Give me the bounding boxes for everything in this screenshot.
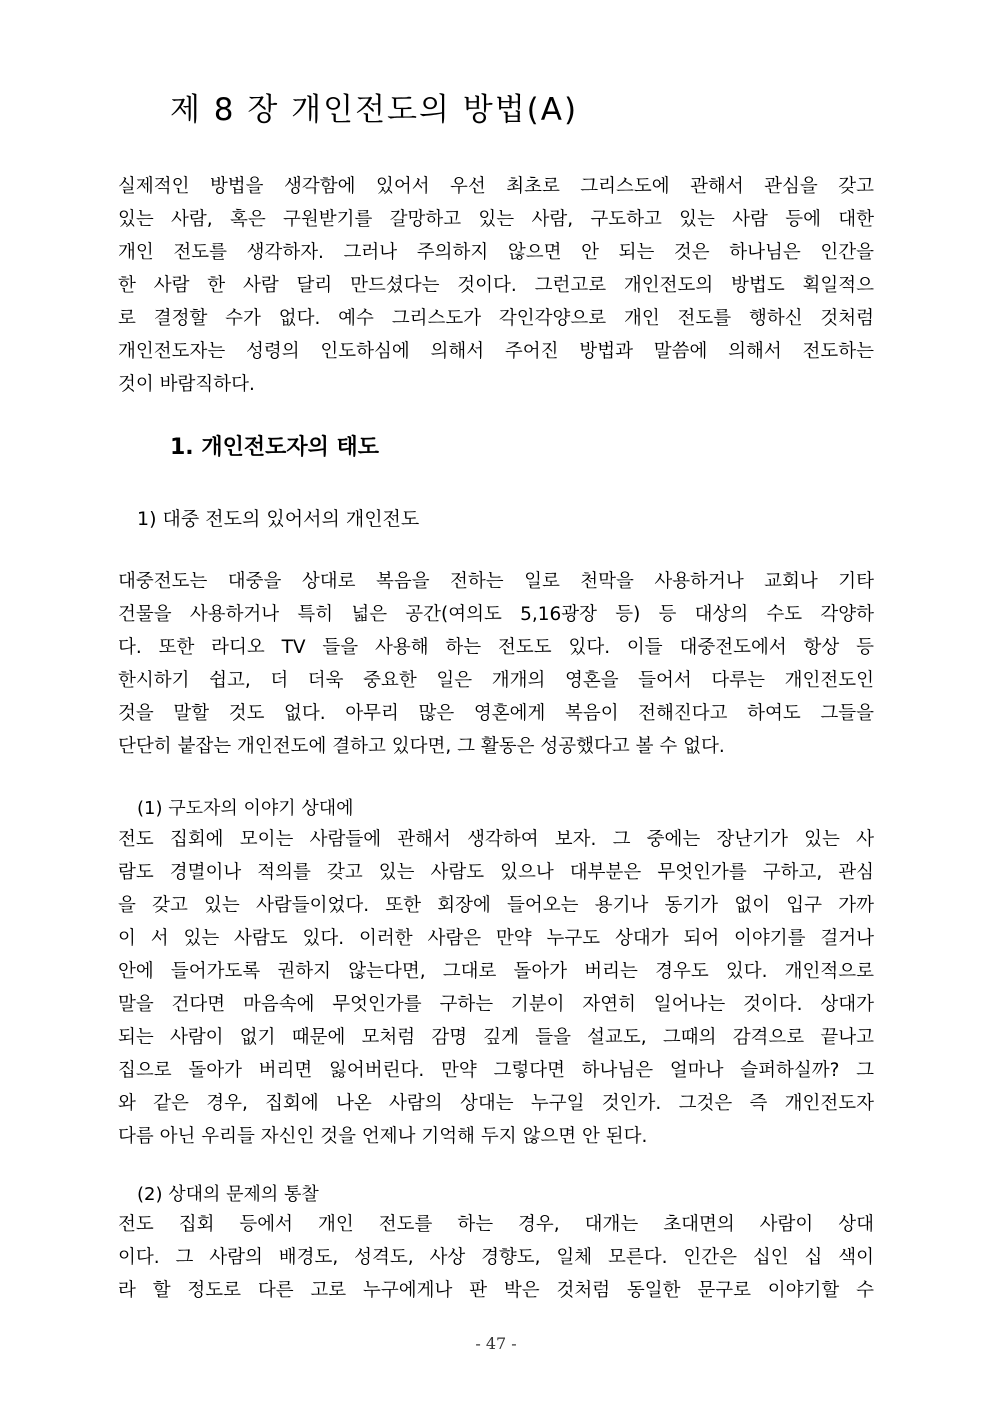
- paragraph-line: 전도 집회 등에서 개인 전도를 하는 경우, 대개는 초대면의 사람이 상대: [118, 1214, 874, 1235]
- paragraph-line: 람도 경멸이나 적의를 갖고 있는 사람도 있으나 대부분은 무엇인가를 구하고, 관심: [118, 862, 874, 883]
- paragraph-line: 다. 또한 라디오 TV 들을 사용해 하는 전도도 있다. 이들 대중전도에서 항상 등: [118, 637, 874, 658]
- paragraph-line: 한시하기 쉽고, 더 더욱 중요한 일은 개개의 영혼을 들어서 다루는 개인전도인: [118, 670, 874, 691]
- paragraph-line: 와 같은 경우, 집회에 나온 사람의 상대는 누구일 것인가. 그것은 즉 개인전도자: [118, 1093, 874, 1114]
- item-heading: (1) 구도자의 이야기 상대에: [137, 798, 354, 819]
- paragraph-line: 대중전도는 대중을 상대로 복음을 전하는 일로 천막을 사용하거나 교회나 기타: [118, 571, 874, 592]
- paragraph-line: 로 결정할 수가 없다. 예수 그리스도가 각인각양으로 개인 전도를 행하신 것처럼: [118, 308, 874, 329]
- paragraph-line: 안에 들어가도록 권하지 않는다면, 그대로 돌아가 버리는 경우도 있다. 개인적으로: [118, 961, 874, 982]
- paragraph-line: 말을 건다면 마음속에 무엇인가를 구하는 기분이 자연히 일어나는 것이다. 상대가: [118, 994, 874, 1015]
- paragraph-line: 단단히 붙잡는 개인전도에 결하고 있다면, 그 활동은 성공했다고 볼 수 없다.: [118, 736, 725, 757]
- paragraph-line: 개인 전도를 생각하자. 그러나 주의하지 않으면 안 되는 것은 하나님은 인간을: [118, 242, 874, 263]
- paragraph-line: 것을 말할 것도 없다. 아무리 많은 영혼에게 복음이 전해진다고 하여도 그들을: [118, 703, 874, 724]
- page-number: - 47 -: [475, 1334, 517, 1353]
- paragraph-line: 것이 바람직하다.: [118, 374, 255, 395]
- paragraph-line: 전도 집회에 모이는 사람들에 관해서 생각하여 보자. 그 중에는 장난기가 있는 사: [118, 829, 874, 850]
- paragraph-line: 집으로 돌아가 버리면 잃어버린다. 만약 그렇다면 하나님은 얼마나 슬퍼하실까? 그: [118, 1060, 874, 1081]
- paragraph-line: 이다. 그 사람의 배경도, 성격도, 사상 경향도, 일체 모른다. 인간은 십인 십 색이: [118, 1247, 874, 1268]
- section-heading: 1. 개인전도자의 태도: [170, 435, 379, 460]
- paragraph-line: 건물을 사용하거나 특히 넓은 공간(여의도 5,16광장 등) 등 대상의 수도 각양하: [118, 604, 874, 625]
- paragraph-line: 을 갖고 있는 사람들이었다. 또한 회장에 들어오는 용기나 동기가 없이 입구 가까: [118, 895, 874, 916]
- paragraph-line: 실제적인 방법을 생각함에 있어서 우선 최초로 그리스도에 관해서 관심을 갖고: [118, 176, 874, 197]
- paragraph-line: 개인전도자는 성령의 인도하심에 의해서 주어진 방법과 말씀에 의해서 전도하는: [118, 341, 874, 362]
- intro-paragraph: [118, 170, 874, 401]
- chapter-title: 제 8 장 개인전도의 방법(A): [170, 92, 579, 128]
- paragraph-line: 되는 사람이 없기 때문에 모처럼 감명 깊게 들을 설교도, 그때의 감격으로 끝나고: [118, 1027, 874, 1048]
- subsection-paragraph: [118, 565, 874, 763]
- paragraph-line: 라 할 정도로 다른 고로 누구에게나 판 박은 것처럼 동일한 문구로 이야기할 수: [118, 1280, 874, 1301]
- item-heading: (2) 상대의 문제의 통찰: [137, 1184, 319, 1205]
- paragraph-line: 한 사람 한 사람 달리 만드셨다는 것이다. 그런고로 개인전도의 방법도 획일적으: [118, 275, 874, 296]
- paragraph-line: 이 서 있는 사람도 있다. 이러한 사람은 만약 누구도 상대가 되어 이야기를 걸거나: [118, 928, 874, 949]
- paragraph-line: 있는 사람, 혹은 구원받기를 갈망하고 있는 사람, 구도하고 있는 사람 등에 대한: [118, 209, 874, 230]
- paragraph-line: 다름 아닌 우리들 자신인 것을 언제나 기억해 두지 않으면 안 된다.: [118, 1126, 648, 1147]
- item-paragraph: [118, 823, 874, 1153]
- subsection-heading: 1) 대중 전도의 있어서의 개인전도: [137, 508, 420, 530]
- item-paragraph: [118, 1208, 874, 1307]
